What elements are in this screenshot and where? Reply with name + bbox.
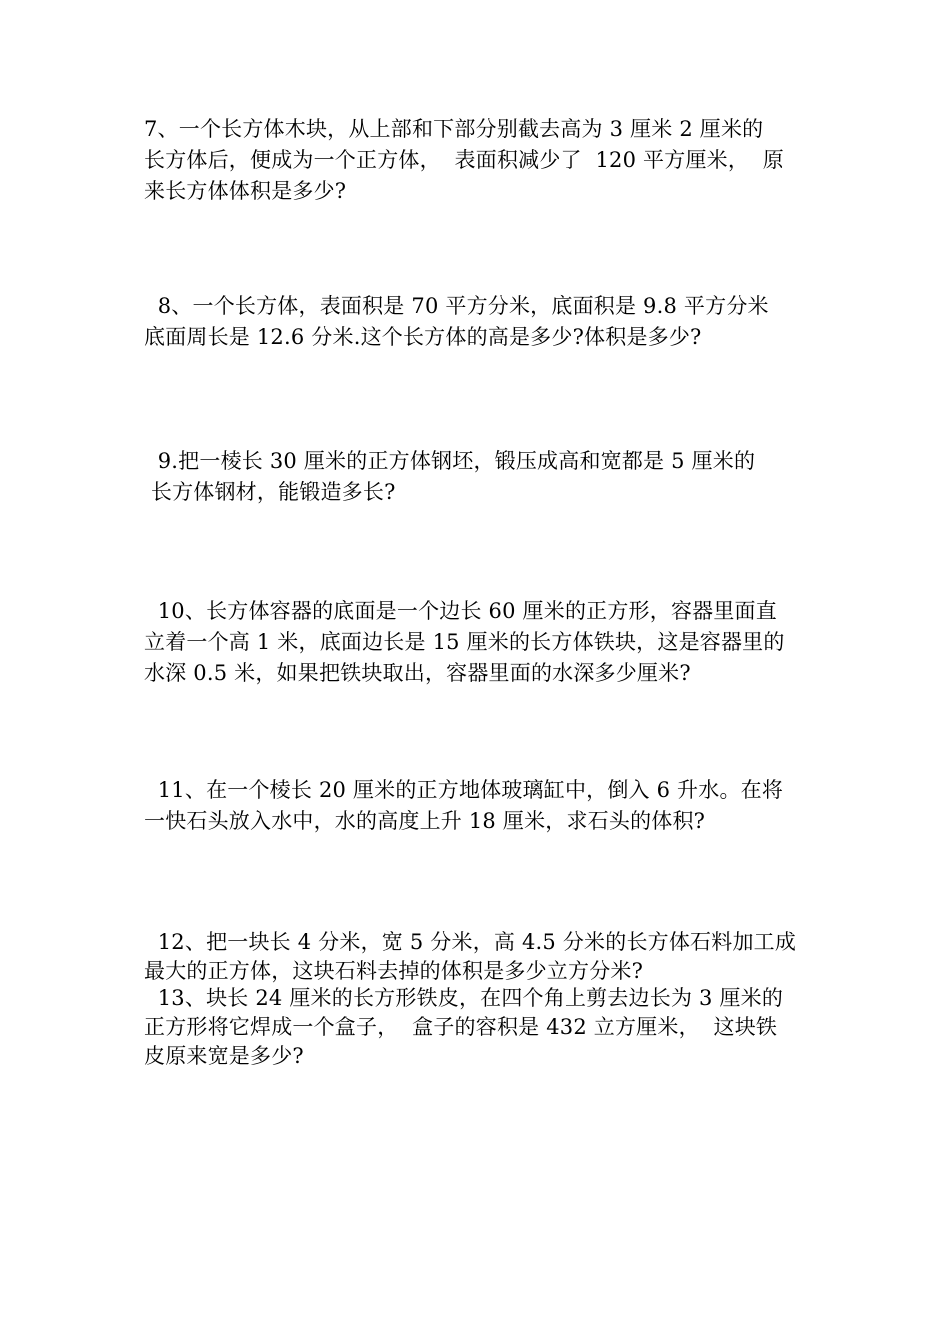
- problem-13-line-3: 皮原来宽是多少?: [144, 1044, 304, 1068]
- problem-8-line-1: 8、一个长方体，表面积是 70 平方分米，底面积是 9.8 平方分米: [144, 294, 769, 318]
- problem-12-line-1: 12、把一块长 4 分米，宽 5 分米，高 4.5 分米的长方体石料加工成: [144, 930, 797, 954]
- problem-10-line-3: 水深 0.5 米，如果把铁块取出，容器里面的水深多少厘米?: [144, 661, 691, 685]
- problem-12-line-2: 最大的正方体，这块石料去掉的体积是多少立方分米?: [144, 959, 644, 983]
- problem-13-line-1: 13、块长 24 厘米的长方形铁皮，在四个角上剪去边长为 3 厘米的: [144, 986, 784, 1010]
- problem-10-line-2: 立着一个高 1 米，底面边长是 15 厘米的长方体铁块，这是容器里的: [144, 630, 785, 654]
- problem-7-line-1: 7、一个长方体木块，从上部和下部分别截去高为 3 厘米 2 厘米的: [144, 117, 764, 141]
- problem-7-line-2: 长方体后，便成为一个正方体， 表面积减少了 120 平方厘米， 原: [144, 148, 785, 172]
- problem-10-line-1: 10、长方体容器的底面是一个边长 60 厘米的正方形，容器里面直: [144, 599, 777, 623]
- problem-7-line-3: 来长方体体积是多少?: [144, 179, 347, 203]
- problem-11-line-1: 11、在一个棱长 20 厘米的正方地体玻璃缸中，倒入 6 升水。在将: [144, 778, 784, 802]
- problem-9-line-2: 长方体钢材，能锻造多长?: [144, 480, 396, 504]
- problem-9-line-1: 9.把一棱长 30 厘米的正方体钢坯，锻压成高和宽都是 5 厘米的: [144, 449, 756, 473]
- problem-11-line-2: 一快石头放入水中，水的高度上升 18 厘米，求石头的体积?: [144, 809, 706, 833]
- problem-13-line-2: 正方形将它焊成一个盒子， 盒子的容积是 432 立方厘米， 这块铁: [144, 1015, 778, 1039]
- problem-8-line-2: 底面周长是 12.6 分米.这个长方体的高是多少?体积是多少?: [144, 325, 702, 349]
